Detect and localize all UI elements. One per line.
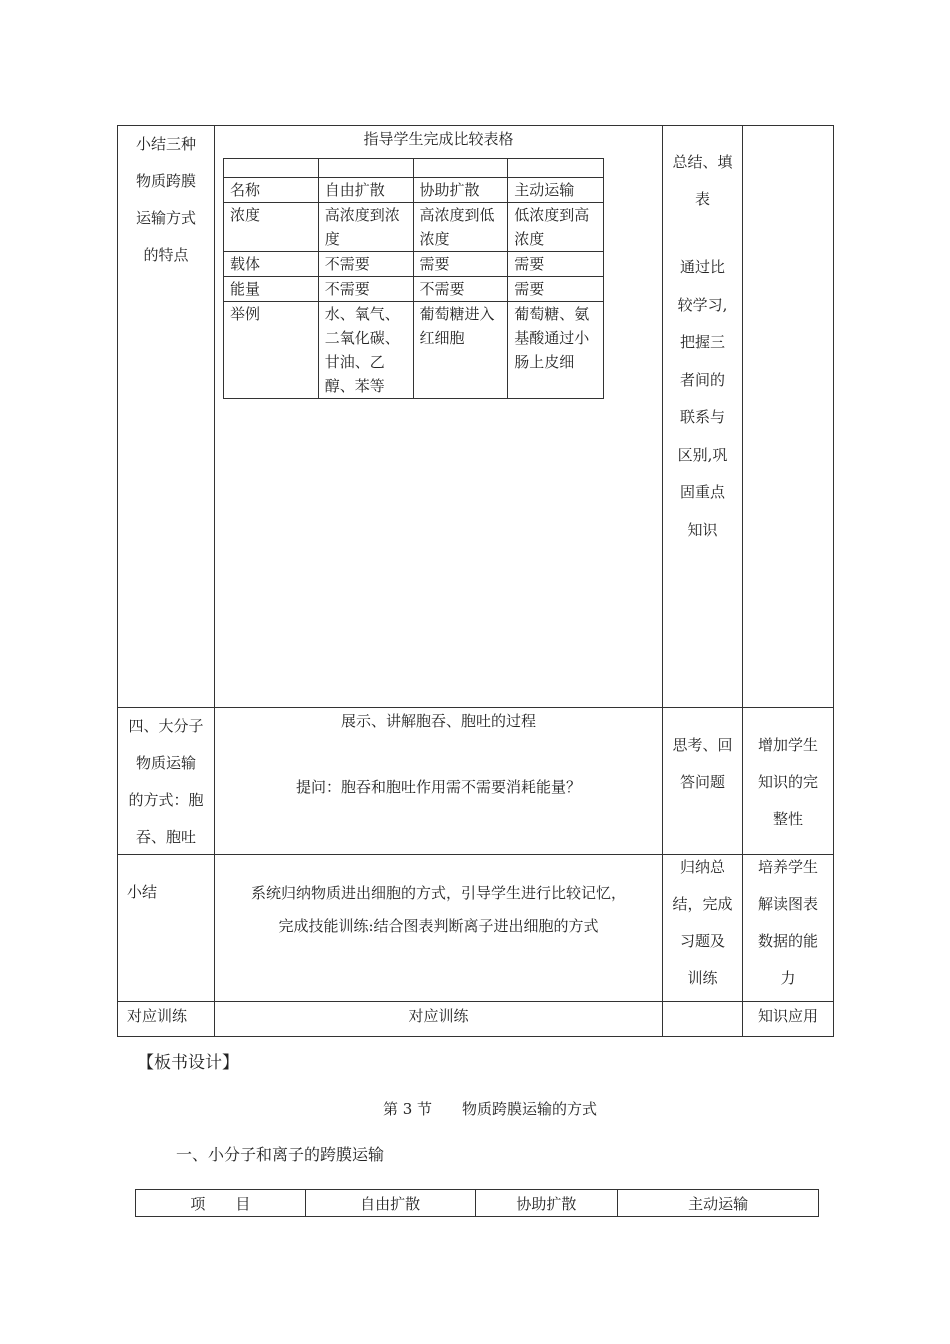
row3-intent-line: 解读图表 bbox=[757, 895, 818, 913]
row3-activity-line2: 完成技能训练:结合图表判断离子进出细胞的方式 bbox=[278, 917, 599, 935]
compare-row bbox=[224, 302, 604, 399]
compare-cell bbox=[413, 159, 508, 178]
compare-cell: 低浓度到高浓度 bbox=[508, 203, 604, 252]
row1-student-activity bbox=[663, 144, 742, 218]
compare-cell: 水、氧气、二氧化碳、甘油、乙醇、苯等 bbox=[318, 302, 413, 399]
row3-intent-line: 力 bbox=[780, 969, 796, 987]
row3-student-line: 归纳总 bbox=[679, 858, 725, 876]
row2-topic-line: 吞、胞吐 bbox=[135, 828, 196, 846]
row1-topic-line: 小结三种 bbox=[135, 135, 196, 153]
compare-cell: 需要 bbox=[508, 252, 604, 277]
compare-cell: 不需要 bbox=[318, 252, 413, 277]
row2-student-line: 思考、回 bbox=[672, 736, 733, 754]
bottom-table-header: 自由扩散 bbox=[305, 1190, 475, 1217]
compare-cell: 葡萄糖、氨基酸通过小肠上皮细 bbox=[508, 302, 604, 399]
row1-topic-line: 的特点 bbox=[143, 246, 189, 264]
compare-row bbox=[224, 277, 604, 302]
row1-intent-line: 把握三 bbox=[679, 333, 725, 351]
row3-student-line: 训练 bbox=[687, 969, 718, 987]
compare-cell: 需要 bbox=[413, 252, 508, 277]
row1-topic-line: 物质跨膜 bbox=[135, 172, 196, 190]
bottom-table-header-row bbox=[136, 1190, 819, 1217]
board-design-heading: 【板书设计】 bbox=[137, 1053, 239, 1073]
compare-cell: 载体 bbox=[224, 252, 319, 277]
compare-row bbox=[224, 178, 604, 203]
row2-student-activity bbox=[663, 727, 742, 801]
row3-student-line: 习题及 bbox=[679, 932, 725, 950]
row1-student-line: 表 bbox=[694, 190, 710, 208]
bottom-table-header: 协助扩散 bbox=[475, 1190, 618, 1217]
row3-intent bbox=[743, 849, 833, 997]
compare-row bbox=[224, 252, 604, 277]
table-border-bottom bbox=[117, 1036, 834, 1037]
row-divider-1 bbox=[117, 707, 834, 708]
compare-cell: 不需要 bbox=[318, 277, 413, 302]
compare-cell: 协助扩散 bbox=[413, 178, 508, 203]
row2-intent-line: 知识的完 bbox=[757, 773, 818, 791]
section-title: 第 3 节 物质跨膜运输的方式 bbox=[382, 1100, 598, 1118]
row1-topic bbox=[118, 126, 214, 274]
row3-intent-line: 培养学生 bbox=[757, 858, 818, 876]
row2-topic-line: 物质运输 bbox=[135, 754, 196, 772]
compare-cell: 名称 bbox=[224, 178, 319, 203]
bottom-table-header: 项 目 bbox=[136, 1190, 306, 1217]
row1-intent-line: 联系与 bbox=[679, 408, 725, 426]
table-border-top bbox=[117, 125, 834, 126]
compare-table bbox=[223, 158, 604, 399]
compare-cell: 需要 bbox=[508, 277, 604, 302]
row1-intent-line: 较学习, bbox=[677, 295, 728, 314]
table-border-right bbox=[833, 125, 834, 1037]
row4-topic: 对应训练 bbox=[127, 1007, 188, 1025]
row1-student-line: 总结、填 bbox=[672, 153, 733, 171]
row2-topic-line: 的方式：胞 bbox=[128, 791, 204, 809]
row-divider-3 bbox=[117, 1001, 834, 1002]
compare-cell: 不需要 bbox=[413, 277, 508, 302]
row1-intent-line: 区别,巩 bbox=[677, 445, 728, 464]
compare-cell: 主动运输 bbox=[508, 178, 604, 203]
row4-intent: 知识应用 bbox=[757, 1007, 818, 1025]
compare-cell bbox=[224, 159, 319, 178]
compare-cell: 自由扩散 bbox=[318, 178, 413, 203]
compare-cell bbox=[508, 159, 604, 178]
compare-cell: 高浓度到浓度 bbox=[318, 203, 413, 252]
compare-cell: 能量 bbox=[224, 277, 319, 302]
row1-intent-line: 知识 bbox=[687, 520, 718, 539]
compare-cell: 高浓度到低浓度 bbox=[413, 203, 508, 252]
row1-intent-line: 固重点 bbox=[679, 483, 725, 501]
row1-intent-line: 者间的 bbox=[679, 370, 725, 389]
bottom-table-header: 主动运输 bbox=[618, 1190, 819, 1217]
row2-topic bbox=[116, 708, 216, 856]
row2-intent-line: 整性 bbox=[772, 810, 803, 828]
row2-activity-line2: 提问：胞吞和胞吐作用需不需要消耗能量？ bbox=[295, 778, 581, 796]
row2-intent bbox=[743, 727, 833, 838]
bottom-table bbox=[135, 1189, 819, 1217]
row3-topic: 小结 bbox=[127, 883, 158, 901]
row2-activity-line1: 展示、讲解胞吞、胞吐的过程 bbox=[340, 712, 536, 730]
subsection-title: 一、小分子和离子的跨膜运输 bbox=[176, 1145, 385, 1164]
compare-cell bbox=[318, 159, 413, 178]
compare-cell: 举例 bbox=[224, 302, 319, 399]
row3-student-activity bbox=[663, 849, 742, 997]
compare-row bbox=[224, 203, 604, 252]
row3-activity-line1: 系统归纳物质进出细胞的方式，引导学生进行比较记忆， bbox=[250, 884, 626, 902]
row2-topic-line: 四、大分子 bbox=[128, 717, 204, 735]
row3-student-line: 结，完成 bbox=[672, 895, 733, 913]
row1-activity-title: 指导学生完成比较表格 bbox=[363, 130, 514, 148]
row3-intent-line: 数据的能 bbox=[757, 932, 818, 950]
row4-activity: 对应训练 bbox=[408, 1007, 469, 1025]
row1-intent bbox=[663, 249, 742, 549]
compare-cell: 葡萄糖进入红细胞 bbox=[413, 302, 508, 399]
row2-intent-line: 增加学生 bbox=[757, 736, 818, 754]
row1-topic-line: 运输方式 bbox=[135, 209, 196, 227]
row1-intent-line: 通过比 bbox=[679, 258, 725, 276]
row2-student-line: 答问题 bbox=[679, 773, 725, 791]
compare-row bbox=[224, 159, 604, 178]
compare-cell: 浓度 bbox=[224, 203, 319, 252]
